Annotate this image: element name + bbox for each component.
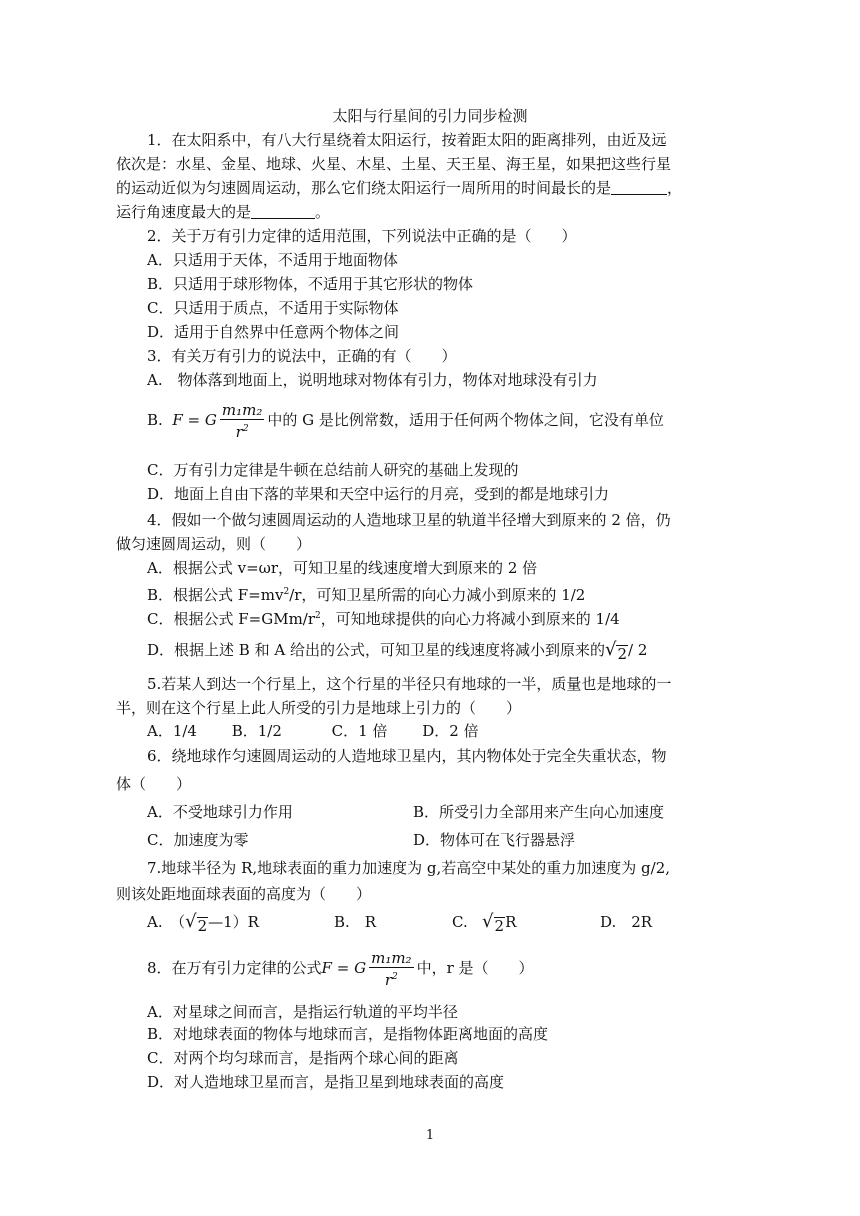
sqrt-symbol: √ 2 [482,911,505,935]
sqrt-radicand: 2 [197,917,208,935]
q3-option-b [147,400,664,441]
q8-option-a: A．对星球之间而言，是指运行轨道的平均半径 [147,1003,458,1021]
q8-option-b: B．对地球表面的物体与地球而言，是指物体距离地面的高度 [147,1025,549,1043]
q4-option-c-exponent: 2 [315,611,321,621]
q4-option-a: A．根据公式 v=ωr，可知卫星的线速度增大到原来的 2 倍 [147,559,538,577]
answer-blank-2[interactable] [251,202,315,219]
q2-stem: 2．关于万有引力定律的适用范围，下列说法中正确的是（ ） [147,227,577,245]
sqrt-symbol: √ 2 [185,911,208,935]
q4-option-b-pre: B．根据公式 F=mv [147,586,284,604]
q3-stem: 3．有关万有引力的说法中，正确的有（ ） [147,347,457,365]
q3-option-a: A. 物体落到地面上，说明地球对物体有引力，物体对地球没有引力 [147,371,598,389]
formula-f: F [321,959,332,977]
q7-line-2: 则该处距地面球表面的高度为（ ） [116,885,372,903]
q6-option-b: B．所受引力全部用来产生向心加速度 [413,803,665,821]
q6-line-1: 6．绕地球作匀速圆周运动的人造地球卫星内，其内物体处于完全失重状态，物 [147,747,667,765]
page-title: 太阳与行星间的引力同步检测 [332,107,528,125]
q3-option-b-text: 中的 G 是比例常数，适用于任何两个物体之间，它没有单位 [267,411,664,429]
fraction-numerator: m₁m₂ [221,401,263,419]
q6-option-a: A．不受地球引力作用 [147,803,293,821]
q5-line-1: 5.若某人到达一个行星上，这个行星的半径只有地球的一半，质量也是地球的一 [147,675,672,693]
formula-g: G [354,959,367,977]
q4-option-d [147,638,647,662]
q7-line-1: 7.地球半径为 R,地球表面的重力加速度为 g,若高空中某处的重力加速度为 g/2, [147,859,671,877]
q1-line-3 [116,176,682,200]
formula-g: G [204,411,217,429]
q7-option-a-pre: A. （ [147,913,186,931]
q4-option-b-exponent: 2 [283,587,290,597]
q6-line-2: 体（ ） [116,775,192,793]
q1-line-4-end: 。 [315,203,331,221]
denominator-base: r [235,423,243,441]
q7-option-c [452,910,516,934]
q3-option-c: C．万有引力定律是牛顿在总结前人研究的基础上发现的 [147,461,519,479]
q4-option-c [147,604,620,631]
sqrt-radicand: 2 [494,917,505,935]
q1-line-4-text: 运行角速度最大的是 [116,203,252,221]
q4-option-d-pre: D．根据上述 B 和 A 给出的公式，可知卫星的线速度将减小到原来的 [147,641,605,659]
q4-option-b-post: /r，可知卫星所需的向心力减小到原来的 1/2 [289,586,586,604]
q4-option-c-post: ，可知地球提供的向心力将减小到原来的 1/4 [320,610,620,628]
formula-equals: = [187,411,201,429]
answer-blank-1[interactable] [611,178,667,195]
q7-option-b: B. R [334,913,377,931]
q5-options: A．1/4 B．1/2 C．1 倍 D．2 倍 [147,722,479,740]
q6-option-c: C．加速度为零 [147,831,249,849]
q4-option-b [147,580,585,607]
q7-option-d: D. 2R [600,913,653,931]
q4-option-d-post: / 2 [628,641,648,659]
q7-option-a [147,910,259,934]
page-number: 1 [425,1128,435,1143]
q8-stem [147,948,534,989]
q3-option-d: D．地面上自由下落的苹果和天空中运行的月亮，受到的都是地球引力 [147,485,610,503]
fraction-denominator [236,420,249,441]
q8-option-c: C．对两个均匀球而言，是指两个球心间的距离 [147,1049,459,1067]
denominator-base: r [384,971,393,989]
q8-stem-post: 中，r 是（ ） [416,959,534,977]
denominator-exponent: 2 [242,424,249,434]
sqrt-symbol: √ 2 [604,639,627,663]
q1-line-3-text: 的运动近似为匀速圆周运动，那么它们绕太阳运行一周所用的时间最长的是 [116,179,612,197]
q2-option-c: C．只适用于质点，不适用于实际物体 [147,299,399,317]
q4-line-1: 4．假如一个做匀速圆周运动的人造地球卫星的轨道半径增大到原来的 2 倍，仍 [147,511,671,529]
q1-line-4 [116,200,330,224]
q7-option-c-pre: C. [452,913,468,931]
formula-fraction [220,401,264,441]
q2-option-b: B．只适用于球形物体，不适用于其它形状的物体 [147,275,474,293]
q1-line-2: 依次是：水星、金星、地球、火星、木星、土星、天王星、海王星，如果把这些行星 [116,155,672,173]
q7-option-a-post: —1）R [208,913,259,931]
q1-line-3-end: ， [667,179,683,197]
formula-f: F [172,411,183,429]
q4-line-2: 做匀速圆周运动，则（ ） [116,535,312,553]
formula-equals: = [336,959,350,977]
q8-stem-pre: 8．在万有引力定律的公式 [147,959,322,977]
q1-line-1: 1．在太阳系中，有八大行星绕着太阳运行，按着距太阳的距离排列，由近及远 [147,131,667,149]
fraction-numerator: m₁m₂ [371,949,412,967]
q3-option-b-label: B. [147,411,163,429]
denominator-exponent: 2 [392,972,398,982]
q8-option-d: D．对人造地球卫星而言，是指卫星到地球表面的高度 [147,1073,505,1091]
q4-option-c-pre: C．根据公式 F=GMm/r [147,610,316,628]
sqrt-radicand: 2 [617,645,627,663]
q2-option-a: A．只适用于天体，不适用于地面物体 [147,251,398,269]
q5-line-2: 半，则在这个行星上此人所受的引力是地球上引力的（ ） [116,699,522,717]
q7-option-c-post: R [505,913,517,931]
q2-option-d: D．适用于自然界中任意两个物体之间 [147,323,400,341]
fraction-denominator [385,968,398,989]
formula-fraction [369,949,413,989]
q6-option-d: D．物体可在飞行器悬浮 [413,831,576,849]
